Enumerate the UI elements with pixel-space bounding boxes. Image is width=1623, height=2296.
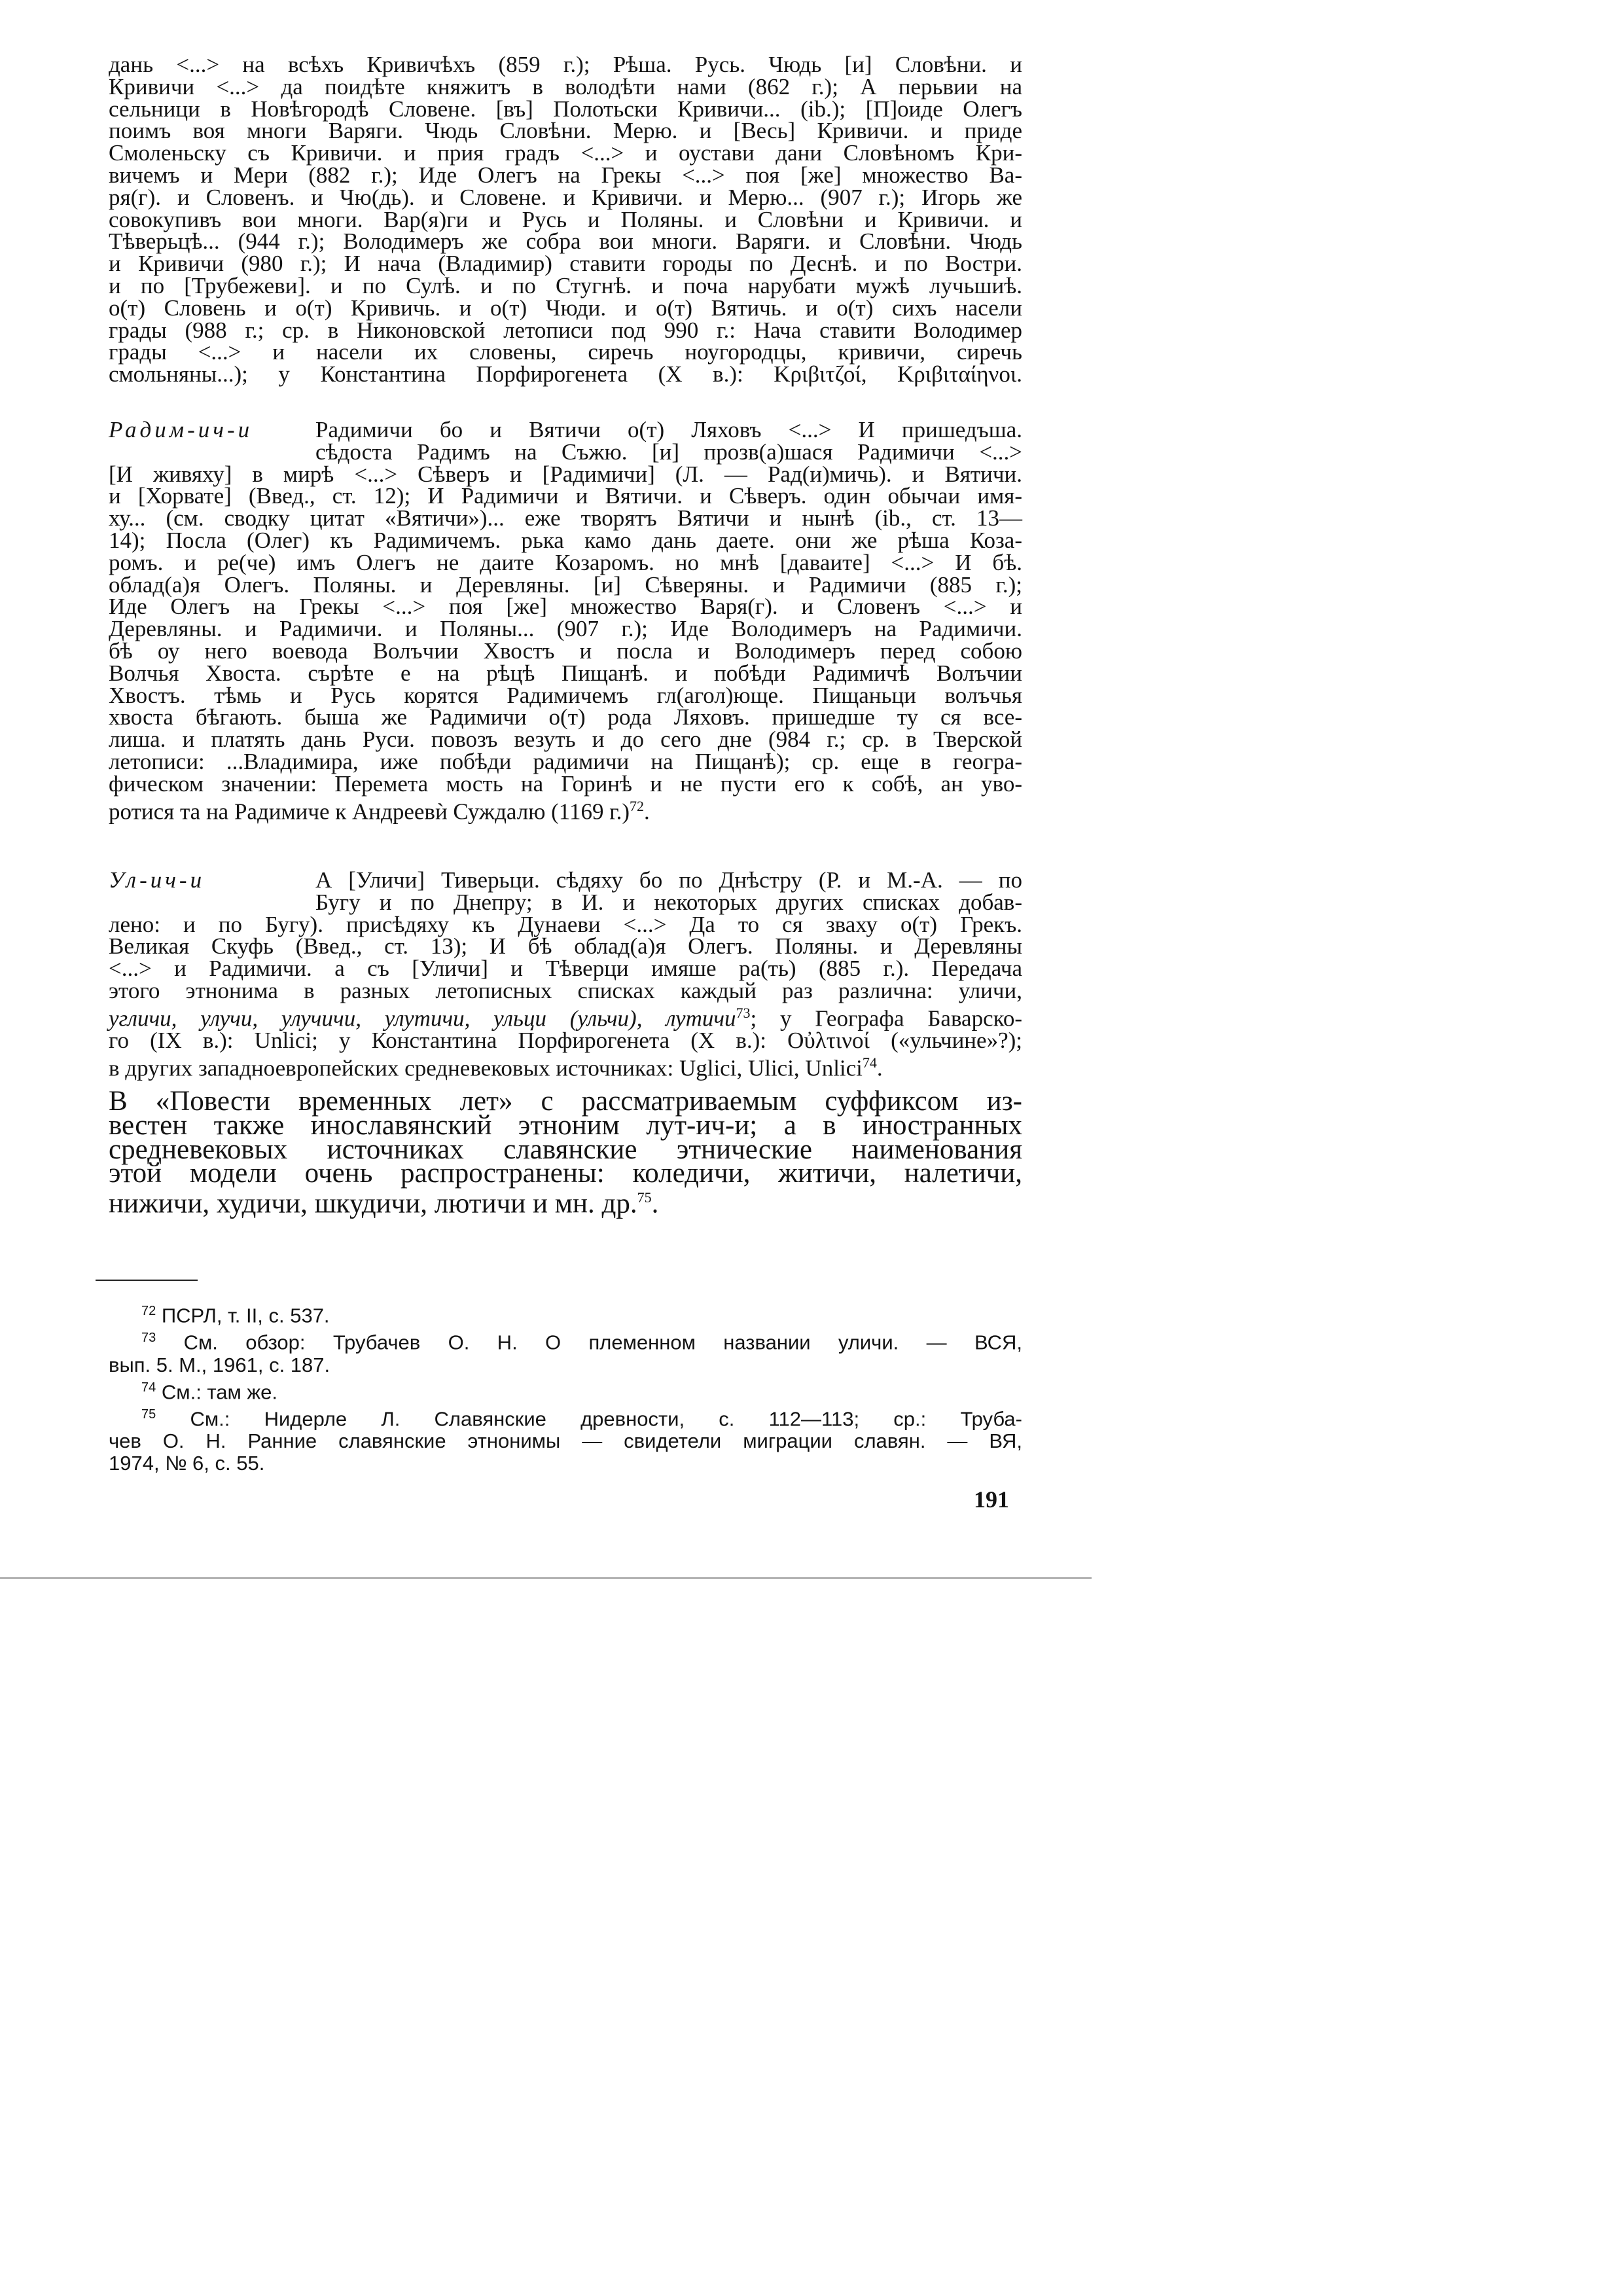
text-line-content: угличи, улучи, улучичи, улутичи, ульци (ульчи), лутичи xyxy=(109,1005,736,1031)
text-line: Иде Олегъ на Грекы <...> поя [же] множество Варя(г). и Словенъ <...> и xyxy=(109,594,1022,620)
footnote-number: 74 xyxy=(141,1380,156,1395)
entry-first-line: Радимичи бо и Вятичи о(т) Ляховъ <...> И пришедъша. xyxy=(315,417,1022,442)
text-line-content: нижичи, худичи, шкудичи, лютичи и мн. др. xyxy=(109,1188,637,1219)
text-line: лено: и по Бугу). присѣдяху къ Дунаеви <...> Да то ся зваху о(т) Грекъ. xyxy=(109,911,1022,937)
text-line: вичемъ и Мери (882 г.); Иде Олегъ на Грекы <...> поя [же] множество Ва- xyxy=(109,162,1022,188)
text-line: Смоленьску съ Кривичи. и прия градъ <...> и оустави дани Словѣномъ Кри- xyxy=(109,140,1022,166)
text-line: средневековых источниках славянские этнические наименования xyxy=(109,1134,1022,1165)
scan-edge-line xyxy=(0,1577,1092,1579)
text-line: бѣ оу него воевода Волъчии Хвостъ и посла и Володимеръ перед собою xyxy=(109,637,1022,664)
footnote-ref: 75 xyxy=(637,1189,652,1206)
text-line: [И живяху] в мирѣ <...> Сѣверъ и [Радимичи] (Л. — Рад(и)мичь). и Вятичи. xyxy=(109,461,1022,487)
text-line: Тѣверьцѣ... (944 г.); Володимеръ же собра вои многи. Варяги. и Словѣни. Чюдь xyxy=(109,228,1022,255)
text-line: ротися та на Радимиче к Андреевѝ Суждалю (1169 г.)$^{72}$. xyxy=(109,797,650,825)
main-paragraph xyxy=(109,1086,1022,1219)
text-line: лиша. и платять дань Руси. повозъ везуть и до сего дне (984 г.; ср. в Тверской xyxy=(109,726,1022,753)
footnote-text: ПСРЛ, т. II, с. 537. xyxy=(161,1304,330,1327)
text-line: ромъ. и ре(че) имъ Олегъ не даите Козаромъ. но мнѣ [даваите] <...> И бѣ. xyxy=(109,549,1022,575)
entry-second-line: сѣдоста Радимъ на Съжю. [и] прозв(а)шася Радимичи <...> xyxy=(315,439,1022,465)
entry-term: Радим-ич-и xyxy=(109,417,253,442)
citation-block-krivichi xyxy=(109,54,1022,386)
text-line: грады (988 г.; ср. в Никоновской летописи под 990 г.: Нача ставити Володимер xyxy=(109,317,1022,343)
entry-term: Ул-ич-и xyxy=(109,867,205,893)
entry-body xyxy=(109,463,1022,823)
footnote-ref: 73 xyxy=(736,1004,751,1021)
footnote-ref: 74 xyxy=(862,1054,877,1071)
text-line: ху... (см. сводку цитат «Вятичи»)... еже творятъ Вятичи и нынѣ (ib., ст. 13— xyxy=(109,505,1022,531)
text-line: нижичи, худичи, шкудичи, лютичи и мн. др.$^{75}$. xyxy=(109,1188,659,1219)
text-line: в других западноевропейских средневековых источниках: Uglici, Ulici, Unlici$^{74}$. xyxy=(109,1054,883,1081)
text-line: Волчья Хвоста. сърѣте е на рѣцѣ Пищанѣ. и побѣди Радимичѣ Волъчии xyxy=(109,660,1022,686)
text-line: и Кривичи (980 г.); И нача (Владимир) ставити городы по Деснѣ. и по Востри. xyxy=(109,251,1022,277)
text-line: этого этнонима в разных летописных списках каждый раз различна: уличи, xyxy=(109,977,1022,1003)
text-line: Великая Скуфь (Введ., ст. 13); И бѣ облад(а)я Олегъ. Поляны. и Деревляны xyxy=(109,933,1022,960)
text-line: 14); Посла (Олег) къ Радимичемъ. рька камо дань даете. они же рѣша Коза- xyxy=(109,527,1022,553)
text-line: <...> и Радимичи. а съ [Уличи] и Тѣверци имяше ра(ть) (885 г.). Передача xyxy=(109,956,1022,982)
footnote-number: 75 xyxy=(141,1407,156,1422)
footnote-text: См. обзор: Трубачев О. Н. О племенном названии уличи. — ВСЯ, xyxy=(183,1331,1022,1354)
text-line: совокупивъ вои многи. Вар(я)ги и Русь и Поляны. и Словѣни и Кривичи. и xyxy=(109,206,1022,232)
entry-first-line: А [Уличи] Тиверьци. сѣдяху бо по Днѣстру (Р. и М.-А. — по xyxy=(315,867,1022,893)
text-line: сельници в Новѣгородѣ Словене. [въ] Полотьски Кривичи... (ib.); [П]оиде Олегъ xyxy=(109,96,1022,122)
footnotes xyxy=(109,1300,1022,1475)
text-line xyxy=(109,1002,1022,1030)
text-line: вестен также инославянский этноним лут-ич-и; а в иностранных xyxy=(109,1109,1022,1141)
footnote-73 xyxy=(109,1327,1022,1354)
footnote-divider xyxy=(96,1280,198,1281)
entry-body xyxy=(109,911,1022,1081)
text-line: этой модели очень распространены: коледичи, житичи, налетичи, xyxy=(109,1158,1022,1189)
footnote-number: 72 xyxy=(141,1304,156,1318)
text-line: Кривичи <...> да поидѣте княжитъ в володѣти нами (862 г.); А перьвии на xyxy=(109,73,1022,99)
text-line: Хвостъ. тѣмь и Русь корятся Радимичемъ гл(агол)юще. Пищаньци волъчья xyxy=(109,682,1022,708)
text-line: облад(а)я Олегъ. Поляны. и Деревляны. [и] Сѣверяны. и Радимичи (885 г.); xyxy=(109,571,1022,598)
text-line: Деревляны. и Радимичи. и Поляны... (907 г.); Иде Володимеръ на Радимичи. xyxy=(109,616,1022,642)
footnote-text: См.: Нидерле Л. Славянские древности, с. 112—113; ср.: Труба- xyxy=(190,1407,1022,1431)
text-line: хвоста бѣгають. быша же Радимичи о(т) рода Ляховъ. пришедше ту ся все- xyxy=(109,704,1022,730)
text-line-tail: ; у Географа Баварско- xyxy=(750,1005,1022,1031)
text-line: дань <...> на всѣхъ Кривичѣхъ (859 г.); Рѣша. Русь. Чюдь [и] Словѣни. и xyxy=(109,52,1022,77)
entry-second-line: Бугу и по Днепру; в И. и некоторых других списках добав- xyxy=(315,889,1022,915)
footnote-75 xyxy=(109,1403,1022,1430)
footnote-72 xyxy=(109,1300,1022,1327)
text-line-content: в других западноевропейских средневековых источниках: Uglici, Ulici, Unlici xyxy=(109,1055,863,1081)
footnote-75-cont: 1974, № 6, с. 55. xyxy=(109,1452,265,1475)
text-line: и [Хорвате] (Введ., ст. 12); И Радимичи и Вятичи. и Сѣверъ. один обычаи имя- xyxy=(109,483,1022,509)
text-line: поимъ воя многи Варяги. Чюдь Словѣни. Мерю. и [Весь] Кривичи. и приде xyxy=(109,118,1022,144)
text-line: грады <...> и насели их словены, сиречь ноугородцы, кривичи, сиречь xyxy=(109,339,1022,365)
text-line: о(т) Словень и о(т) Кривичь. и о(т) Чюди. и о(т) Вятичь. и о(т) сихъ насели xyxy=(109,295,1022,321)
footnote-73-cont: вып. 5. М., 1961, с. 187. xyxy=(109,1353,330,1376)
text-line: го (IX в.): Unlici; у Константина Порфирогенета (X в.): Οὐλτινοί («ульчине»?); xyxy=(109,1028,1022,1054)
text-line: летописи: ...Владимира, иже побѣди радимичи на Пищанѣ); ср. еще в геогра- xyxy=(109,748,1022,774)
text-line: фическом значении: Перемета мость на Горинѣ и не пусти его к собѣ, ан уво- xyxy=(109,770,1022,797)
footnote-75-cont: чев О. Н. Ранние славянские этнонимы — свидетели миграции славян. — ВЯ, xyxy=(109,1429,1022,1453)
text-line: В «Повести временных лет» с рассматриваемым суффиксом из- xyxy=(109,1086,1022,1117)
footnote-ref: 72 xyxy=(630,797,645,814)
footnote-74 xyxy=(109,1376,1022,1403)
text-line: ря(г). и Словенъ. и Чю(дь). и Словене. и Кривичи. и Мерю... (907 г.); Игорь же xyxy=(109,184,1022,210)
text-line: и по [Трубежеви]. и по Сулѣ. и по Стугнѣ. и поча нарубати мужѣ лучьшиѣ. xyxy=(109,272,1022,298)
footnote-number: 73 xyxy=(141,1331,156,1346)
text-line-content: ротися та на Радимиче к Андреевѝ Суждалю (1169 г.) xyxy=(109,798,630,825)
footnote-text: См.: там же. xyxy=(161,1380,278,1403)
text-line: смольняны...); у Константина Порфирогенета (X в.): Κριβιτζοί, Κριβιταίηνοι. xyxy=(109,361,1022,387)
page-number: 191 xyxy=(974,1486,1009,1513)
